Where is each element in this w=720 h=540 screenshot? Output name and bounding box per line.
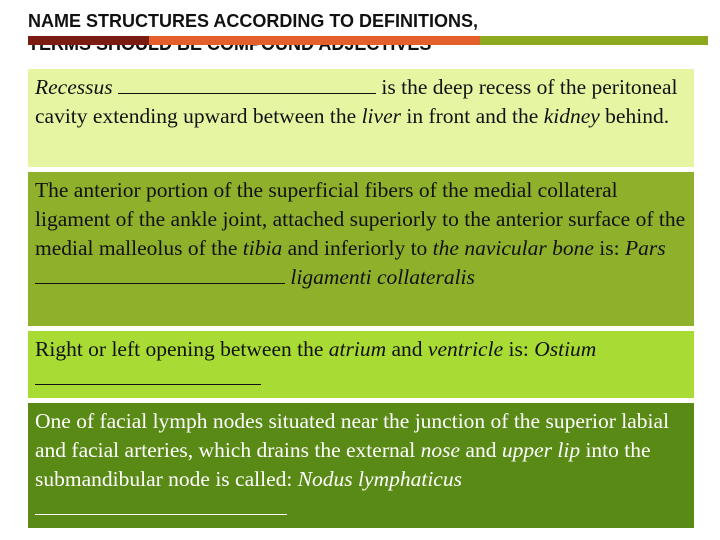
q4-nose: nose — [420, 438, 461, 462]
q1-liver: liver — [361, 104, 401, 128]
q2-text-2: and inferiorly to — [282, 236, 433, 260]
q1-term: Recessus — [35, 75, 113, 99]
q2-navicular: the navicular bone — [432, 236, 594, 260]
question-box-1 — [28, 69, 694, 167]
q1-kidney: kidney — [543, 104, 600, 128]
q1-text: is the deep recess of the peritoneal cavity extending upward between the — [35, 75, 678, 128]
q3-text-2: and — [386, 337, 428, 361]
question-box-4 — [28, 403, 694, 528]
q3-ventricle: ventricle — [427, 337, 504, 361]
q3-answer-blank[interactable] — [35, 366, 261, 385]
q3-atrium: atrium — [328, 337, 387, 361]
title-line-1: NAME STRUCTURES ACCORDING TO DEFINITIONS, — [28, 11, 479, 31]
q1-answer-blank[interactable] — [118, 75, 376, 94]
question-box-3 — [28, 331, 694, 398]
q4-term: Nodus lymphaticus — [297, 467, 462, 491]
q4-text-3: into the submandibular node is called: — [35, 438, 651, 491]
question-box-2 — [28, 172, 694, 326]
q4-text-2: and — [460, 438, 502, 462]
q2-text-3: is: — [593, 236, 625, 260]
q3-text-3: is: — [503, 337, 535, 361]
q3-text: Right or left opening between the — [35, 337, 329, 361]
q2-tibia: tibia — [242, 236, 283, 260]
q4-upper-lip: upper lip — [501, 438, 581, 462]
q1-text-3: behind. — [599, 104, 670, 128]
page-title — [28, 10, 668, 56]
q4-text: One of facial lymph nodes situated near the junction of the superior labial and facial arteries, which drains the external — [35, 409, 670, 462]
q3-term: Ostium — [534, 337, 597, 361]
q2-term-2: ligamenti collateralis — [290, 265, 475, 289]
accent-bar-orange — [149, 36, 480, 45]
q2-text: The anterior portion of the superficial fibers of the medial collateral ligament of the ankle joint, attached superiorly to the anterior surface of the medial malleolus of the — [35, 178, 686, 260]
q1-text-2: in front and the — [400, 104, 544, 128]
q2-answer-blank[interactable] — [35, 265, 285, 284]
q4-answer-blank[interactable] — [35, 496, 287, 515]
accent-bar-dark — [28, 36, 149, 45]
q2-term: Pars — [624, 236, 666, 260]
accent-bar-green — [480, 36, 708, 45]
